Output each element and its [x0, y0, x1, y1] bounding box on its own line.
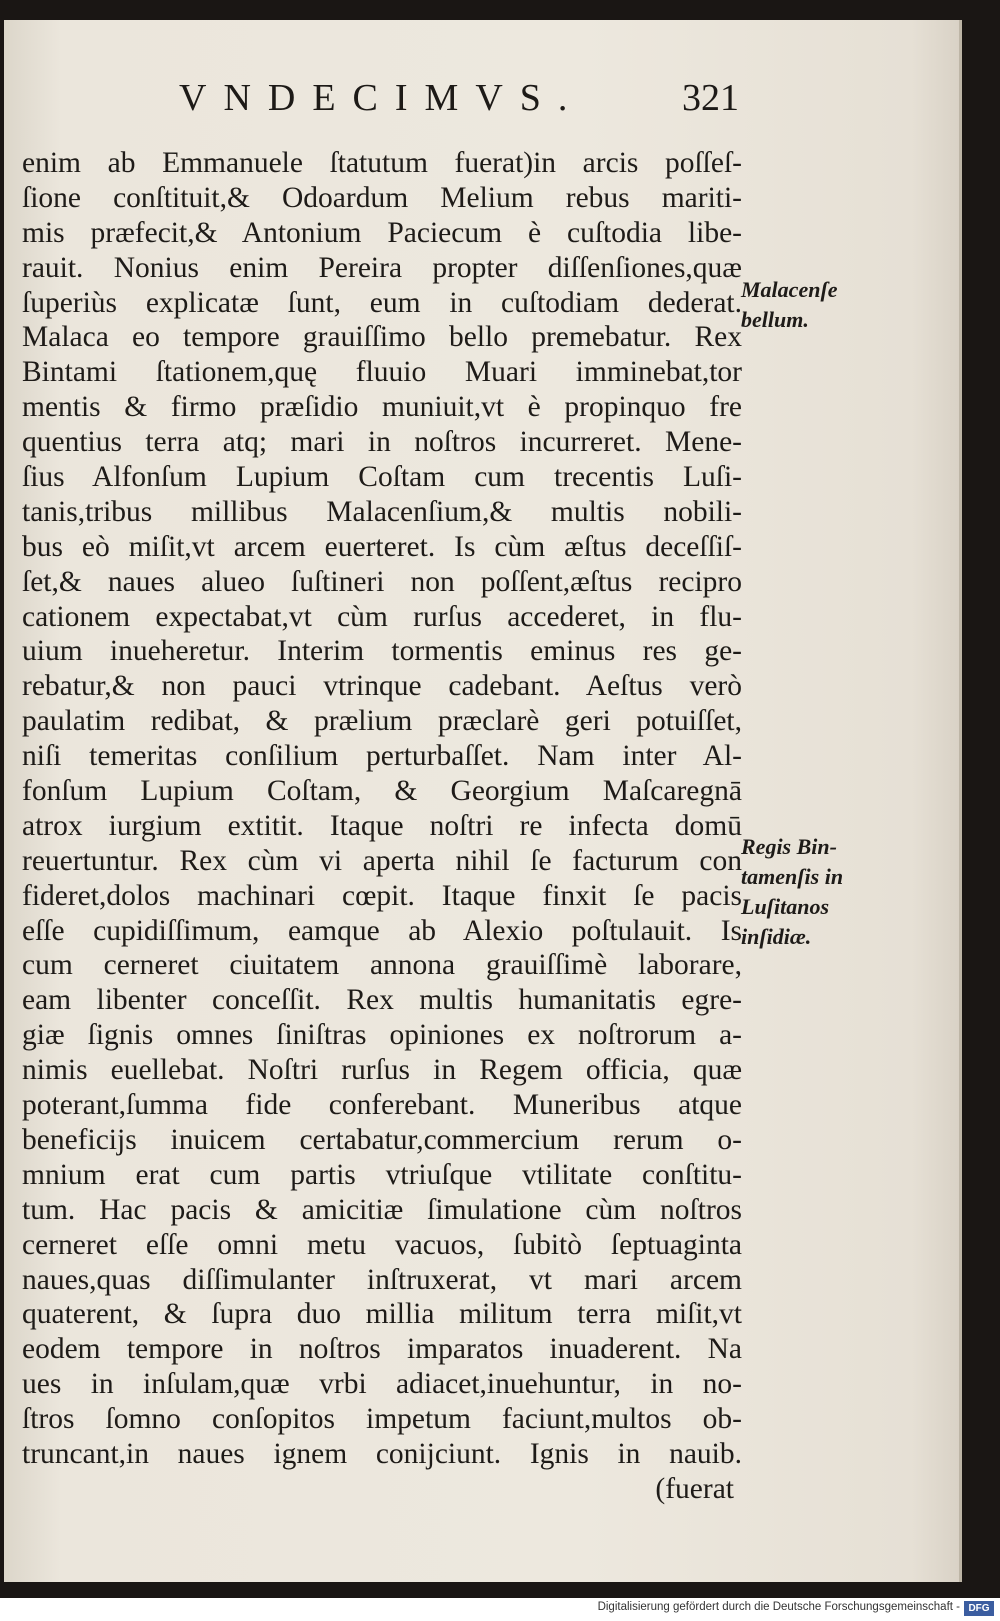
text-line: beneficijs inuicem certabatur,commercium rerum o-	[22, 1123, 742, 1156]
text-line: eodem tempore in noſtros imparatos inuaderent. Na	[22, 1333, 742, 1366]
text-line: ues in inſulam,quæ vrbi adiacet,inuehuntur, in no-	[22, 1368, 742, 1401]
margin-note-line: Regis Bin-	[741, 834, 837, 859]
text-line: Malaca eo tempore grauiſſimo bello premebatur. Rex	[22, 321, 742, 354]
text-line: enim ab Emmanuele ſtatutum fuerat)in arcis poſſeſ-	[22, 147, 742, 179]
text-line: ſius Alfonſum Lupium Coſtam cum trecentis Luſi-	[22, 461, 742, 494]
margin-note-malacense-bellum	[741, 275, 876, 335]
text-line: ſet,& naues alueo ſuſtineri non poſſent,æſtus recipro	[22, 565, 742, 598]
text-line: ſuperiùs explicatæ ſunt, eum in cuſtodiam dederat.	[22, 286, 742, 319]
text-line: eſſe cupidiſſimum, eamque ab Alexio poſtulauit. Is	[22, 914, 742, 947]
text-line: reuertuntur. Rex cùm vi aperta nihil ſe facturum con	[22, 844, 742, 877]
text-line: atrox iurgium extitit. Itaque noſtri re infecta domū	[22, 809, 742, 842]
margin-note-line: inſidiæ.	[741, 924, 812, 949]
text-line: cationem expectabat,vt cùm rurſus accederet, in flu-	[22, 600, 742, 633]
text-line: quentius terra atq; mari in noſtros incurreret. Mene-	[22, 426, 742, 459]
text-line: nimis euellebat. Noſtri rurſus in Regem officia, quæ	[22, 1054, 742, 1087]
body-text	[22, 146, 742, 1507]
text-line: rauit. Nonius enim Pereira propter diſſenſiones,quæ	[22, 251, 742, 284]
margin-note-line: tamenſis in	[741, 864, 844, 889]
text-line: ſione conſtituit,& Odoardum Melium rebus mariti-	[22, 181, 742, 214]
text-line: Bintami ſtationem,quę fluuio Muari imminebat,tor	[22, 356, 742, 389]
text-line: naues,quas diſſimulanter inſtruxerat, vt mari arcem	[22, 1263, 742, 1296]
text-line: truncant,in naues ignem conijciunt. Ignis in nauib.	[22, 1437, 742, 1470]
running-head	[179, 76, 739, 126]
text-line: bus eò miſit,vt arcem euerteret. Is cùm æſtus deceſſiſ-	[22, 530, 742, 563]
text-line: cerneret eſſe omni metu vacuos, ſubitò ſeptuaginta	[22, 1228, 742, 1261]
margin-note-line: Malacenſe	[741, 277, 838, 302]
footer-bar	[0, 1598, 1000, 1621]
text-line: fideret,dolos machinari cœpit. Itaque finxit ſe pacis	[22, 879, 742, 912]
text-line: mis præfecit,& Antonium Paciecum è cuſtodia libe-	[22, 216, 742, 249]
text-line: eam libenter conceſſit. Rex multis humanitatis egre-	[22, 984, 742, 1017]
text-line: tum. Hac pacis & amicitiæ ſimulatione cùm noſtros	[22, 1193, 742, 1226]
text-line: cum cerneret ciuitatem annona grauiſſimè laborare,	[22, 949, 742, 982]
margin-note-regis-bintamensis	[741, 832, 876, 952]
running-title: VNDECIMVS.	[179, 77, 585, 119]
text-line: quaterent, & ſupra duo millia militum terra miſit,vt	[22, 1298, 742, 1331]
text-line: mentis & firmo præſidio muniuit,vt è propinquo fre	[22, 391, 742, 424]
text-line: rebatur,& non pauci vtrinque cadebant. Aeſtus verò	[22, 670, 742, 703]
text-line: poterant,ſumma fide conferebant. Muneribus atque	[22, 1089, 742, 1122]
text-line: giæ ſignis omnes ſiniſtras opiniones ex noſtrorum a-	[22, 1019, 742, 1052]
text-line: (fuerat	[655, 1472, 734, 1505]
dfg-logo: DFG	[964, 1601, 994, 1616]
text-line: uium inueheretur. Interim tormentis eminus res ge-	[22, 635, 742, 668]
text-line: mnium erat cum partis vtriuſque vtilitate conſtitu-	[22, 1158, 742, 1191]
text-line: paulatim redibat, & prælium præclarè geri potuiſſet,	[22, 705, 742, 738]
margin-note-line: Luſitanos	[741, 894, 830, 919]
margin-note-line: bellum.	[741, 307, 809, 332]
text-line: ſtros ſomno conſopitos impetum faciunt,multos ob-	[22, 1403, 742, 1436]
book-page	[4, 20, 962, 1582]
page-number: 321	[682, 77, 739, 119]
funding-credit: Digitalisierung gefördert durch die Deutsche Forschungsgemeinschaft -	[597, 1601, 960, 1613]
text-line: fonſum Lupium Coſtam, & Georgium Maſcaregnā	[22, 775, 742, 808]
text-line: niſi temeritas conſilium perturbaſſet. Nam inter Al-	[22, 740, 742, 773]
text-line: tanis,tribus millibus Malacenſium,& multis nobili-	[22, 495, 742, 528]
